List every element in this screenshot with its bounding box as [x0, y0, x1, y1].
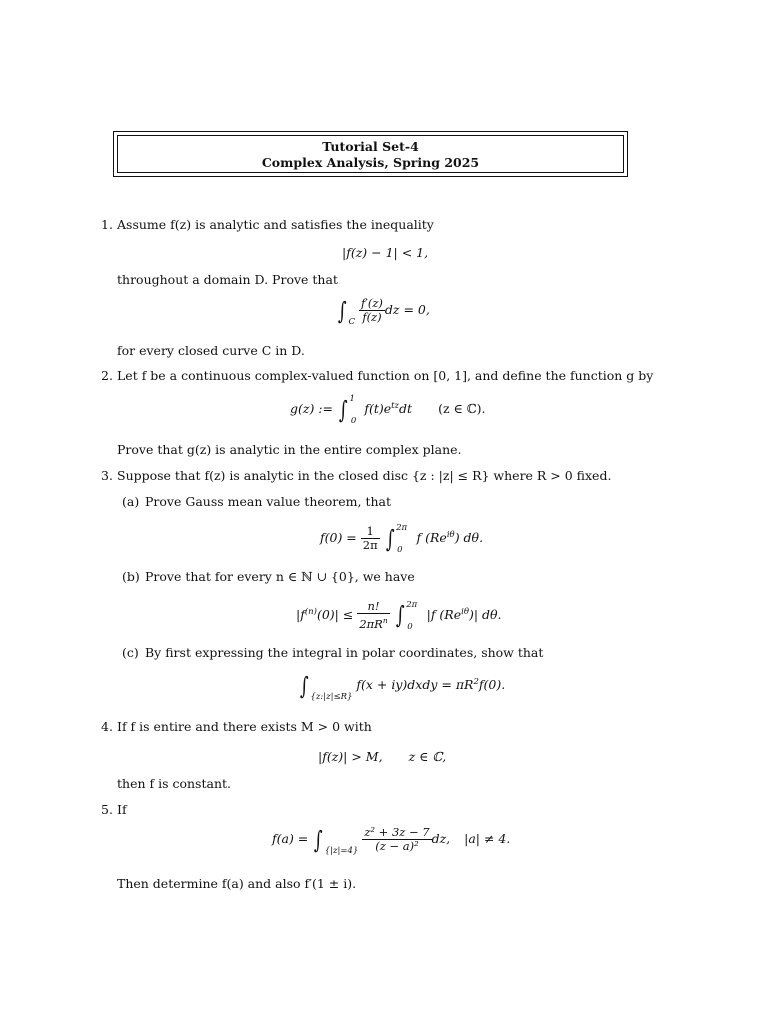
denominator: (z − a)²: [375, 839, 419, 853]
eq-body: |f (Re: [426, 606, 462, 622]
integral-sign: ∫: [395, 601, 405, 630]
problem-2-number: 2.: [101, 368, 113, 383]
integral-upper: 2π: [406, 599, 418, 610]
integral-sign: ∫: [337, 296, 347, 325]
fraction: [359, 297, 385, 324]
numerator: n!: [357, 600, 389, 614]
eq-lhs-tail: (0)| ≤: [316, 606, 354, 622]
numerator: 1: [361, 525, 380, 539]
eq-body: f(t)e: [364, 401, 392, 417]
eq-lhs: f(a) =: [272, 831, 309, 846]
denominator-base: 2πR: [359, 616, 383, 631]
eq-exp: iθ: [446, 529, 455, 540]
problem-3c-text: By first expressing the integral in polar coordinates, show that: [145, 645, 544, 660]
eq-lhs-exp: (n): [304, 606, 317, 617]
problem-3b-eq: [296, 600, 502, 631]
problem-1-eq1: |f(z) − 1| < 1,: [342, 245, 429, 260]
problem-4-eq: [318, 749, 446, 765]
eq-body: f (Re: [416, 530, 447, 545]
eq-exp: iθ: [461, 606, 469, 617]
integral-lower: {|z|=4}: [324, 846, 359, 856]
fraction: [362, 826, 431, 853]
problem-3a-eq: [320, 523, 484, 555]
integral-upper: 2π: [396, 523, 408, 533]
eq-tail: f(0).: [478, 677, 506, 693]
problem-3c-label: (c): [122, 645, 139, 660]
denominator: 2π: [362, 538, 378, 552]
problem-3b-text: Prove that for every n ∈ ℕ ∪ {0}, we have: [145, 569, 415, 584]
integral-sign: ∫: [299, 671, 309, 700]
integral-lower: 0: [397, 545, 403, 555]
eq-rest: dz,: [431, 831, 451, 846]
problem-5-intro: If: [117, 802, 127, 817]
problem-3b-label: (b): [122, 569, 140, 584]
eq-lhs: f(0) =: [320, 530, 357, 545]
eq-lhs: g(z) :=: [290, 401, 333, 417]
title-box: [113, 131, 628, 177]
title-line-1: Tutorial Set-4: [322, 139, 419, 154]
eq-cond: (z ∈ ℂ).: [438, 401, 486, 417]
fraction: [361, 525, 380, 552]
problem-3a-text: Prove Gauss mean value theorem, that: [145, 494, 392, 509]
fraction: [357, 600, 389, 631]
problem-1-number: 1.: [101, 217, 113, 232]
eq-lhs: |f: [296, 606, 305, 622]
problem-4-outro: then f is constant.: [117, 776, 231, 791]
problem-3a-label: (a): [122, 494, 140, 509]
integral-upper: 1: [349, 394, 355, 405]
problem-5-eq: [272, 825, 511, 856]
integral-sign: ∫: [314, 825, 323, 854]
problem-1-intro: Assume f(z) is analytic and satisfies the inequality: [117, 217, 434, 232]
problem-5-outro: Then determine f(a) and also f′(1 ± i).: [117, 876, 357, 891]
eq-body: f(x + iy)dxdy = πR: [356, 677, 474, 693]
problem-3-number: 3.: [101, 468, 113, 483]
integral-sign: ∫: [385, 524, 395, 553]
eq-cond: z ∈ ℂ,: [408, 749, 447, 764]
eq-exp: tz: [391, 401, 400, 411]
title-line-2: Complex Analysis, Spring 2025: [261, 155, 480, 170]
eq-cond: |a| ≠ 4.: [464, 831, 511, 846]
integral-sign: ∫: [338, 395, 348, 424]
problem-5-number: 5.: [101, 802, 113, 817]
eq-tail: ) dθ.: [454, 530, 484, 545]
eq-main: |f(z)| > M,: [318, 749, 383, 764]
eq-tail: )| dθ.: [468, 606, 502, 622]
problem-3-intro: Suppose that f(z) is analytic in the closed disc {z : |z| ≤ R} where R > 0 fixed.: [117, 468, 612, 483]
problem-2-outro: Prove that g(z) is analytic in the entire complex plane.: [117, 442, 462, 457]
integral-lower: {z:|z|≤R}: [310, 692, 353, 703]
integral-lower: C: [348, 317, 356, 327]
numerator: z² + 3z − 7: [364, 825, 430, 839]
problem-1-outro: for every closed curve C in D.: [117, 343, 305, 358]
problem-1-mid: throughout a domain D. Prove that: [117, 272, 338, 287]
problem-2-intro: Let f be a continuous complex-valued function on [0, 1], and define the function g by: [117, 368, 654, 383]
title-box-inner: [117, 135, 624, 173]
denominator: f(z): [362, 310, 382, 324]
integral-lower: 0: [407, 621, 413, 632]
numerator: f′(z): [361, 296, 383, 310]
problem-4-number: 4.: [101, 719, 113, 734]
integral-lower: 0: [350, 416, 357, 427]
problem-1-eq2: [336, 296, 430, 327]
eq-exp: 2: [473, 677, 479, 687]
eq-rest: dz = 0,: [384, 302, 430, 317]
problem-4-intro: If f is entire and there exists M > 0 with: [117, 719, 372, 734]
eq-dt: dt: [399, 401, 413, 417]
denominator-exp: n: [382, 616, 388, 625]
problem-2-eq: [290, 394, 486, 427]
denominator: [357, 614, 389, 631]
